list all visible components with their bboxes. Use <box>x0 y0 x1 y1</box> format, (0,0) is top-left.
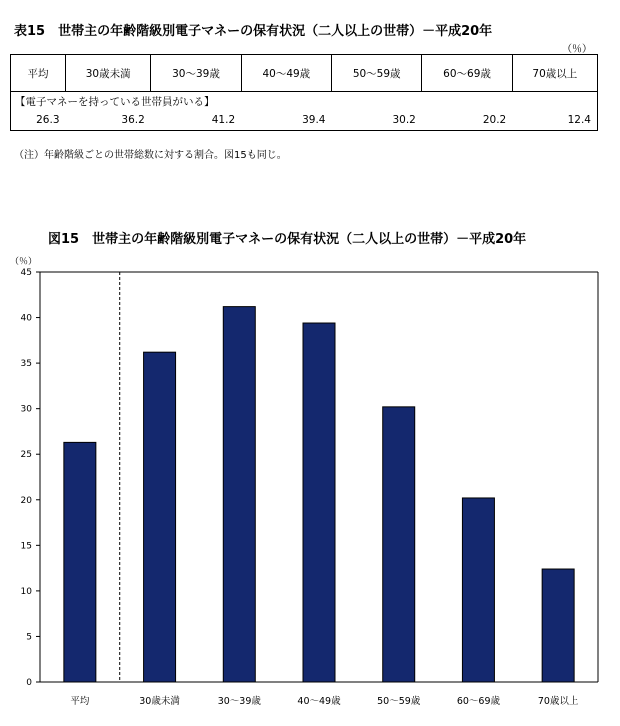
y-tick-label: 30 <box>20 404 32 415</box>
y-tick-label: 40 <box>20 313 32 324</box>
value-cell: 12.4 <box>512 110 597 131</box>
x-tick-label: 50～59歳 <box>377 696 421 707</box>
bars <box>64 307 574 682</box>
header-cell: 平均 <box>11 55 66 92</box>
header-cell: 50～59歳 <box>332 55 422 92</box>
table-row-label <box>11 92 598 111</box>
y-tick-label: 45 <box>20 268 32 278</box>
table-title: 表15 世帯主の年齢階級別電子マネーの保有状況（二人以上の世帯）－平成20年 <box>14 24 493 39</box>
header-cell: 40～49歳 <box>241 55 331 92</box>
y-axis-ticks <box>21 268 40 688</box>
x-tick-label: 40～49歳 <box>297 696 341 707</box>
value-cell: 39.4 <box>241 110 331 131</box>
header-cell: 30歳未満 <box>66 55 151 92</box>
y-axis-label: （％） <box>10 257 38 267</box>
data-table <box>10 54 598 131</box>
y-tick-label: 20 <box>20 495 32 506</box>
x-axis-labels <box>70 695 579 707</box>
bar <box>303 323 335 682</box>
header-cell: 60～69歳 <box>422 55 512 92</box>
table-footnote: （注）年齢階級ごとの世帯総数に対する割合。図15も同じ。 <box>14 150 287 161</box>
value-cell: 26.3 <box>11 110 66 131</box>
table-unit: （％） <box>562 44 592 55</box>
value-cell: 30.2 <box>332 110 422 131</box>
x-tick-label: 平均 <box>70 696 90 707</box>
bar <box>383 407 415 682</box>
bar-chart <box>0 240 620 726</box>
bar <box>223 307 255 682</box>
chart-title: 図15 世帯主の年齢階級別電子マネーの保有状況（二人以上の世帯）－平成20年 <box>48 232 527 247</box>
x-tick-label: 70歳以上 <box>537 696 579 707</box>
table-header-row <box>11 55 598 92</box>
bar <box>542 569 574 682</box>
value-cell: 41.2 <box>151 110 241 131</box>
header-cell: 30～39歳 <box>151 55 241 92</box>
bar <box>462 498 494 682</box>
value-cell: 36.2 <box>66 110 151 131</box>
y-tick-label: 5 <box>26 632 32 643</box>
x-tick-label: 30～39歳 <box>217 696 261 707</box>
x-tick-label: 30歳未満 <box>139 696 180 707</box>
y-tick-label: 15 <box>20 541 32 552</box>
bar <box>64 442 96 682</box>
row-label: 【電子マネーを持っている世帯員がいる】 <box>11 92 598 111</box>
y-tick-label: 35 <box>20 359 32 370</box>
bar <box>144 352 176 682</box>
y-tick-label: 10 <box>20 586 32 597</box>
x-tick-label: 60～69歳 <box>456 696 501 707</box>
header-cell: 70歳以上 <box>512 55 597 92</box>
y-tick-label: 25 <box>20 450 32 461</box>
table-row <box>11 110 598 131</box>
y-tick-label: 0 <box>26 678 32 688</box>
value-cell: 20.2 <box>422 110 512 131</box>
